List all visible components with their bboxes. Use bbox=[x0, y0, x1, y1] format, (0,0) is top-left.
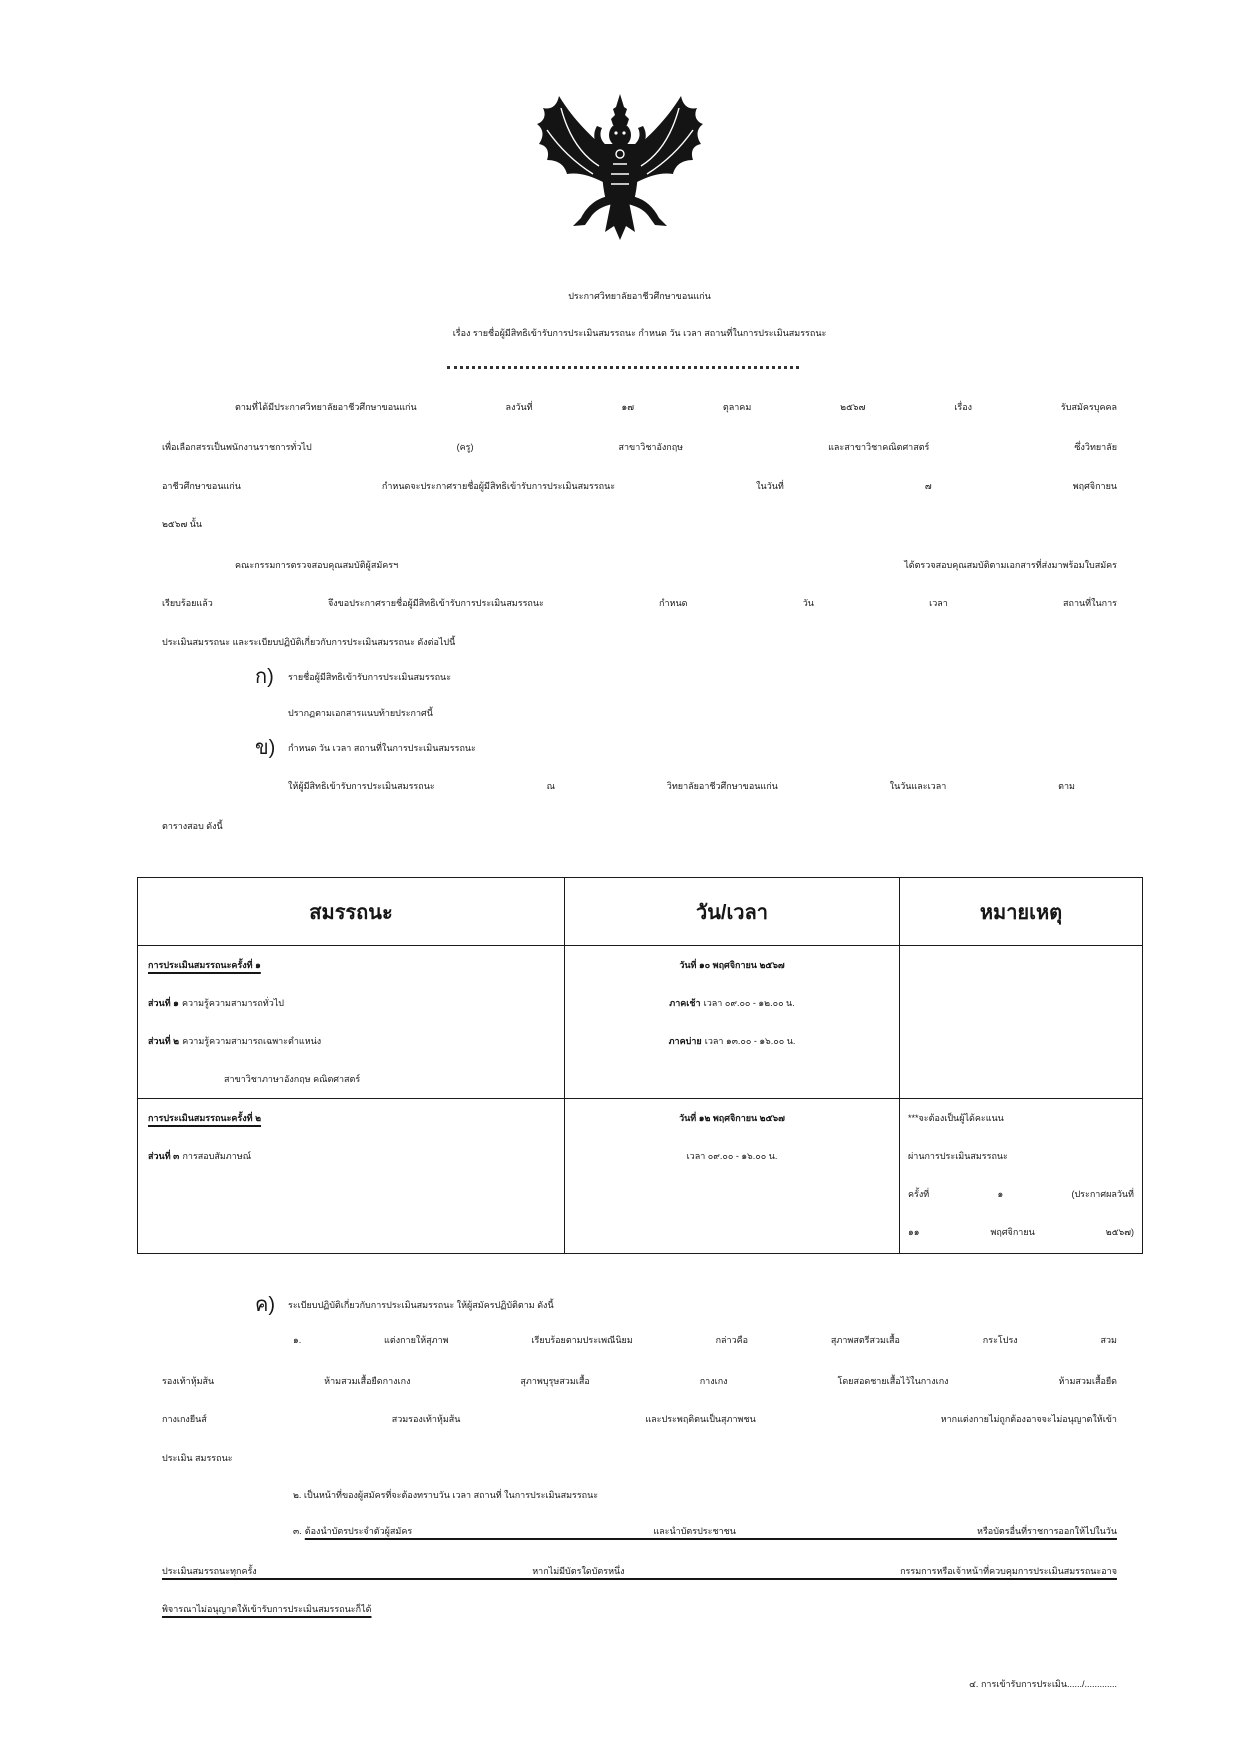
time-line bbox=[571, 1022, 893, 1060]
item-a-detail: ปรากฏตามเอกสารแนบท้ายประกาศนี้ bbox=[288, 708, 433, 718]
session-label: ภาคบ่าย bbox=[668, 1036, 702, 1046]
session-time: เวลา ๐๙.๐๐ - ๑๒.๐๐ น. bbox=[703, 998, 795, 1008]
remark-line: ผ่านการประเมินสมรรถนะ bbox=[908, 1151, 1008, 1161]
exam-date: วันที่ ๑๐ พฤศจิกายน ๒๕๖๗ bbox=[679, 960, 785, 970]
part-line bbox=[148, 984, 556, 1022]
remark-cell bbox=[900, 946, 1143, 1099]
paragraph1-line: ตามที่ได้มีประกาศวิทยาลัยอาชีวศึกษาขอนแก่น ลงวันที่ ๑๗ ตุลาคม ๒๕๖๗ เรื่อง รับสมัครบุคคล bbox=[235, 402, 1117, 412]
table-row bbox=[138, 946, 1143, 1099]
competency-cell bbox=[138, 1099, 565, 1254]
part-label: ส่วนที่ ๒ bbox=[148, 1036, 180, 1046]
item-b-heading: กำหนด วัน เวลา สถานที่ในการประเมินสมรรถนะ bbox=[288, 743, 476, 753]
remark-cell bbox=[900, 1099, 1143, 1254]
paragraph2-line: ประเมินสมรรถนะ และระเบียบปฏิบัติเกี่ยวกับการประเมินสมรรถนะ ดังต่อไปนี้ bbox=[162, 637, 456, 647]
part-label: ส่วนที่ ๑ bbox=[148, 998, 179, 1008]
item-a-marker: ก) bbox=[255, 666, 274, 688]
exam-date: วันที่ ๑๒ พฤศจิกายน ๒๕๖๗ bbox=[679, 1113, 785, 1123]
paragraph1-line: ๒๕๖๗ นั้น bbox=[162, 519, 203, 529]
rule1-line: ๑. แต่งกายให้สุภาพ เรียบร้อยตามประเพณีนิยม กล่าวคือ สุภาพสตรีสวมเสื้อ กระโปรง สวม bbox=[293, 1335, 1117, 1345]
time-line bbox=[571, 984, 893, 1022]
rule1-line: ประเมิน สมรรถนะ bbox=[162, 1453, 233, 1463]
table-row bbox=[138, 1099, 1143, 1254]
competency-cell bbox=[138, 946, 565, 1099]
part-line bbox=[148, 1137, 556, 1175]
rule3-number: ๓. bbox=[293, 1526, 302, 1536]
datetime-cell bbox=[565, 946, 900, 1099]
announcement-title: ประกาศวิทยาลัยอาชีวศึกษาขอนแก่น bbox=[568, 291, 711, 301]
paragraph2-line: เรียบร้อยแล้ว จึงขอประกาศรายชื่อผู้มีสิทธิเข้ารับการประเมินสมรรถนะ กำหนด วัน เวลา สถานที่ในการ bbox=[162, 598, 1117, 608]
paragraph1-line: อาชีวศึกษาขอนแก่น กำหนดจะประกาศรายชื่อผู้มีสิทธิเข้ารับการประเมินสมรรถนะ ในวันที่ ๗ พฤศจิกายน bbox=[162, 481, 1117, 491]
item-c-heading: ระเบียบปฏิบัติเกี่ยวกับการประเมินสมรรถนะ ให้ผู้สมัครปฏิบัติตาม ดังนี้ bbox=[288, 1300, 554, 1310]
part-detail: สาขาวิชาภาษาอังกฤษ คณิตศาสตร์ bbox=[224, 1074, 361, 1084]
rule3-line: พิจารณาไม่อนุญาตให้เข้ารับการประเมินสมรรถนะก็ได้ bbox=[162, 1604, 372, 1614]
garuda-emblem-graphic bbox=[535, 92, 705, 242]
title-separator bbox=[447, 366, 799, 369]
item-a-heading: รายชื่อผู้มีสิทธิเข้ารับการประเมินสมรรถนะ bbox=[288, 672, 452, 682]
item-c-marker: ค) bbox=[255, 1294, 276, 1316]
column-header-datetime: วัน/เวลา bbox=[565, 878, 900, 946]
session-label: ภาคเช้า bbox=[669, 998, 701, 1008]
paragraph2-line: คณะกรรมการตรวจสอบคุณสมบัติผู้สมัครฯ ได้ตรวจสอบคุณสมบัติตามเอกสารที่ส่งมาพร้อมใบสมัคร bbox=[235, 560, 1117, 570]
remark-line: ๑๑ พฤศจิกายน ๒๕๖๗) bbox=[908, 1227, 1134, 1237]
part-line bbox=[148, 1022, 556, 1060]
rule1-line: กางเกงยีนส์ สวมรองเท้าหุ้มส้น และประพฤติตนเป็นสุภาพชน หากแต่งกายไม่ถูกต้องอาจจะไม่อนุญาตให้เข้า bbox=[162, 1414, 1117, 1424]
item-b-detail-line: ตารางสอบ ดังนี้ bbox=[162, 821, 223, 831]
column-header-competency: สมรรถนะ bbox=[138, 878, 565, 946]
session-time: เวลา ๑๓.๐๐ - ๑๖.๐๐ น. bbox=[704, 1036, 796, 1046]
rule2-line: ๒. เป็นหน้าที่ของผู้สมัครที่จะต้องทราบวัน เวลา สถานที่ ในการประเมินสมรรถนะ bbox=[293, 1490, 599, 1500]
rule3-text: ต้องนำบัตรประจำตัวผู้สมัคร และนำบัตรประชาชน หรือบัตรอื่นที่ราชการออกให้ไปในวัน bbox=[304, 1526, 1117, 1536]
session-time: เวลา ๐๙.๐๐ - ๑๖.๐๐ น. bbox=[686, 1151, 778, 1161]
datetime-cell bbox=[565, 1099, 900, 1254]
announcement-subject: เรื่อง รายชื่อผู้มีสิทธิเข้ารับการประเมินสมรรถนะ กำหนด วัน เวลา สถานที่ในการประเมินสมรรถนะ bbox=[452, 328, 827, 338]
rule1-line: รองเท้าหุ้มส้น ห้ามสวมเสื้อยืดกางเกง สุภาพบุรุษสวมเสื้อ กางเกง โดยสอดชายเสื้อไว้ในกางเกง ห้ามสวมเสื้อยืด bbox=[162, 1376, 1117, 1386]
garuda-emblem-icon bbox=[535, 92, 705, 242]
part-label: ส่วนที่ ๓ bbox=[148, 1151, 180, 1161]
part-text: การสอบสัมภาษณ์ bbox=[182, 1151, 252, 1161]
item-b-detail-line: ให้ผู้มีสิทธิเข้ารับการประเมินสมรรถนะ ณ วิทยาลัยอาชีวศึกษาขอนแก่น ในวันและเวลา ตาม bbox=[288, 781, 1075, 791]
rule3-line bbox=[293, 1513, 1117, 1549]
rule3-line: ประเมินสมรรถนะทุกครั้ง หากไม่มีบัตรใดบัตรหนึ่ง กรรมการหรือเจ้าหน้าที่ควบคุมการประเมินสมรรถนะอาจ bbox=[162, 1566, 1117, 1576]
remark-line: ครั้งที่ ๑ (ประกาศผลวันที่ bbox=[908, 1189, 1134, 1199]
item-b-marker: ข) bbox=[255, 737, 276, 759]
paragraph1-line: เพื่อเลือกสรรเป็นพนักงานราชการทั่วไป (ครู) สาขาวิชาอังกฤษ และสาขาวิชาคณิตศาสตร์ ซึ่งวิทยาลัย bbox=[162, 442, 1117, 452]
column-header-remark: หมายเหตุ bbox=[900, 878, 1143, 946]
remark-line: ***จะต้องเป็นผู้ได้คะแนน bbox=[908, 1113, 1004, 1123]
schedule-table bbox=[137, 877, 1143, 1254]
round-title: การประเมินสมรรถนะครั้งที่ ๑ bbox=[148, 960, 261, 970]
part-text: ความรู้ความสามารถเฉพาะตำแหน่ง bbox=[182, 1036, 322, 1046]
page-continuation: ๔. การเข้ารับการประเมิน....../............. bbox=[969, 1679, 1117, 1689]
table-header-row bbox=[138, 878, 1143, 946]
part-text: ความรู้ความสามารถทั่วไป bbox=[182, 998, 284, 1008]
round-title: การประเมินสมรรถนะครั้งที่ ๒ bbox=[148, 1113, 262, 1123]
